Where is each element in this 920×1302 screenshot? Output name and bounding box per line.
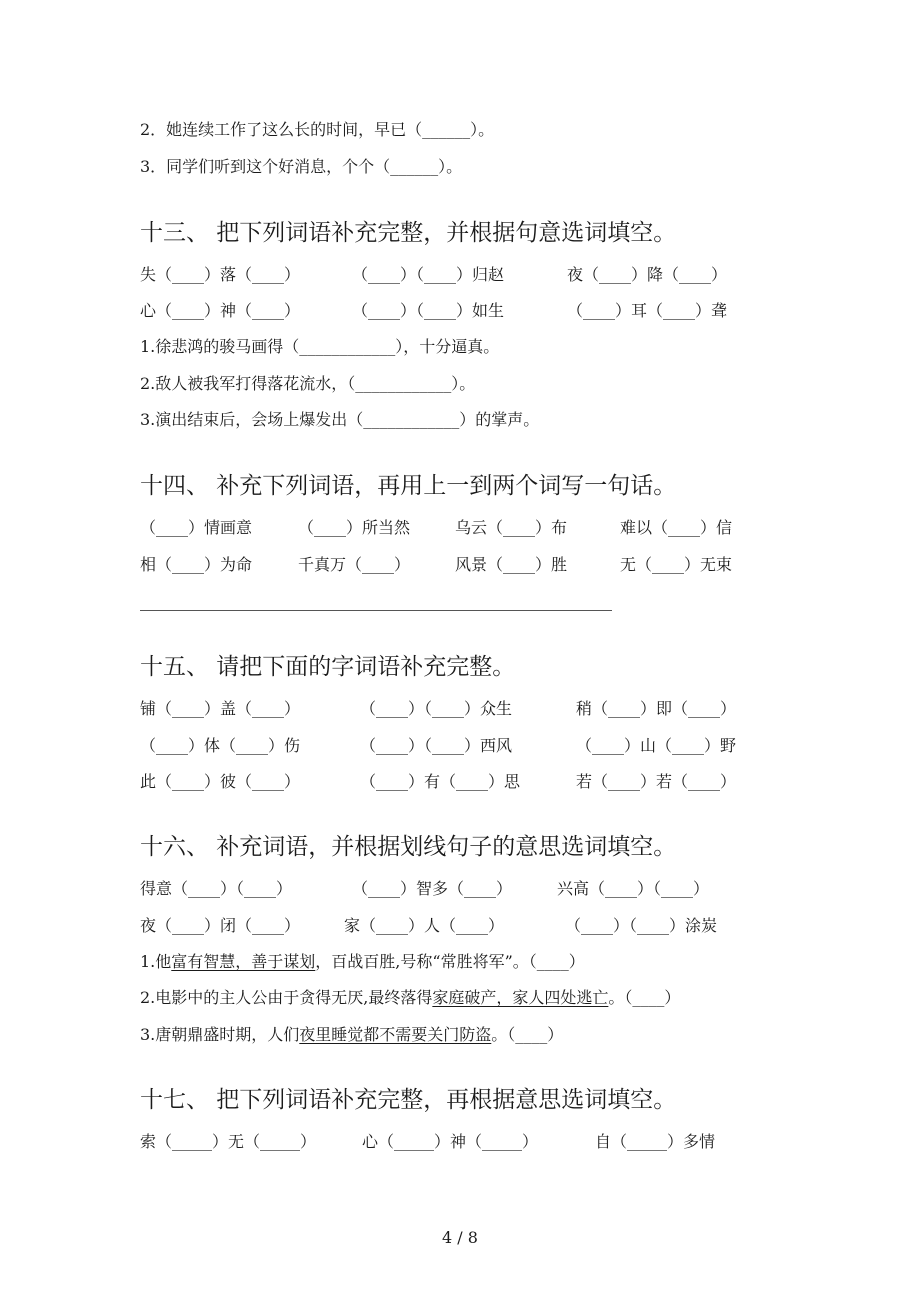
s14-word: 风景（____）胜 bbox=[455, 555, 568, 574]
s13-question-3: 3.演出结束后，会场上爆发出（____________）的掌声。 bbox=[140, 410, 540, 429]
s13-word: 失（____）落（____） bbox=[140, 265, 301, 284]
section-17-title: 十七、 把下列词语补充完整，再根据意思选词填空。 bbox=[140, 1087, 677, 1113]
s14-word: 乌云（____）布 bbox=[455, 518, 568, 537]
s16-question-2 bbox=[140, 988, 680, 1008]
s16-question-1 bbox=[140, 952, 585, 972]
plain-text: 2.电影中的主人公由于贪得无厌,最终落得 bbox=[140, 988, 433, 1007]
s15-word: （____）（____）西风 bbox=[360, 736, 513, 755]
s14-word: （____）所当然 bbox=[298, 518, 411, 537]
s16-word: 家（____）人（____） bbox=[344, 916, 505, 935]
s16-word: 兴高（____）（____） bbox=[557, 879, 710, 898]
s16-word: （____）智多（____） bbox=[352, 879, 513, 898]
s13-word: （____）耳（____）聋 bbox=[567, 301, 728, 320]
s15-word: （____）体（____）伤 bbox=[140, 736, 301, 755]
s13-question-1: 1.徐悲鸿的骏马画得（____________），十分逼真。 bbox=[140, 337, 500, 356]
s15-word: （____）（____）众生 bbox=[360, 699, 513, 718]
s13-word: （____）（____）归赵 bbox=[352, 265, 505, 284]
section-14-title: 十四、 补充下列词语，再用上一到两个词写一句话。 bbox=[140, 473, 677, 499]
s14-word: 千真万（____） bbox=[298, 555, 411, 574]
plain-text: ，百战百胜,号称“常胜将军”。（____） bbox=[315, 952, 585, 971]
s13-word: （____）（____）如生 bbox=[352, 301, 505, 320]
underlined-phrase: 夜里睡觉都不需要关门防盗 bbox=[299, 1025, 492, 1044]
s16-word: 得意（____）（____） bbox=[140, 879, 293, 898]
s14-word: 相（____）为命 bbox=[140, 555, 253, 574]
section-15-title: 十五、 请把下面的字词语补充完整。 bbox=[140, 654, 516, 680]
underlined-phrase: 富有智慧，善于谋划 bbox=[171, 952, 316, 971]
question-2: 2．她连续工作了这么长的时间，早已（______）。 bbox=[140, 120, 495, 139]
plain-text: 1.他 bbox=[140, 952, 172, 971]
s17-word: 自（_____）多情 bbox=[595, 1132, 716, 1151]
s15-word: 此（____）彼（____） bbox=[140, 772, 301, 791]
answer-line bbox=[140, 610, 612, 611]
s14-word: 无（____）无束 bbox=[620, 555, 733, 574]
section-13-title: 十三、 把下列词语补充完整，并根据句意选词填空。 bbox=[140, 220, 677, 246]
s14-word: 难以（____）信 bbox=[620, 518, 733, 537]
plain-text: 。（____） bbox=[608, 988, 681, 1007]
s13-word: 夜（____）降（____） bbox=[567, 265, 728, 284]
plain-text: 。（____） bbox=[491, 1025, 564, 1044]
section-16-title: 十六、 补充词语，并根据划线句子的意思选词填空。 bbox=[140, 834, 677, 860]
s15-word: 铺（____）盖（____） bbox=[140, 699, 301, 718]
s17-word: 心（_____）神（_____） bbox=[362, 1132, 539, 1151]
plain-text: 3.唐朝鼎盛时期，人们 bbox=[140, 1025, 300, 1044]
s13-word: 心（____）神（____） bbox=[140, 301, 301, 320]
s15-word: 稍（____）即（____） bbox=[576, 699, 737, 718]
question-3: 3．同学们听到这个好消息，个个（______）。 bbox=[140, 157, 463, 176]
s15-word: 若（____）若（____） bbox=[576, 772, 737, 791]
s14-word: （____）情画意 bbox=[140, 518, 253, 537]
s16-word: （____）（____）涂炭 bbox=[565, 916, 718, 935]
underlined-phrase: 家庭破产，家人四处逃亡 bbox=[432, 988, 609, 1007]
s16-question-3 bbox=[140, 1025, 563, 1045]
s13-question-2: 2.敌人被我军打得落花流水，（____________）。 bbox=[140, 374, 476, 393]
s16-word: 夜（____）闭（____） bbox=[140, 916, 301, 935]
s17-word: 索（_____）无（_____） bbox=[140, 1132, 317, 1151]
s15-word: （____）有（____）思 bbox=[360, 772, 521, 791]
s15-word: （____）山（____）野 bbox=[576, 736, 737, 755]
page-number: 4 / 8 bbox=[442, 1228, 478, 1247]
